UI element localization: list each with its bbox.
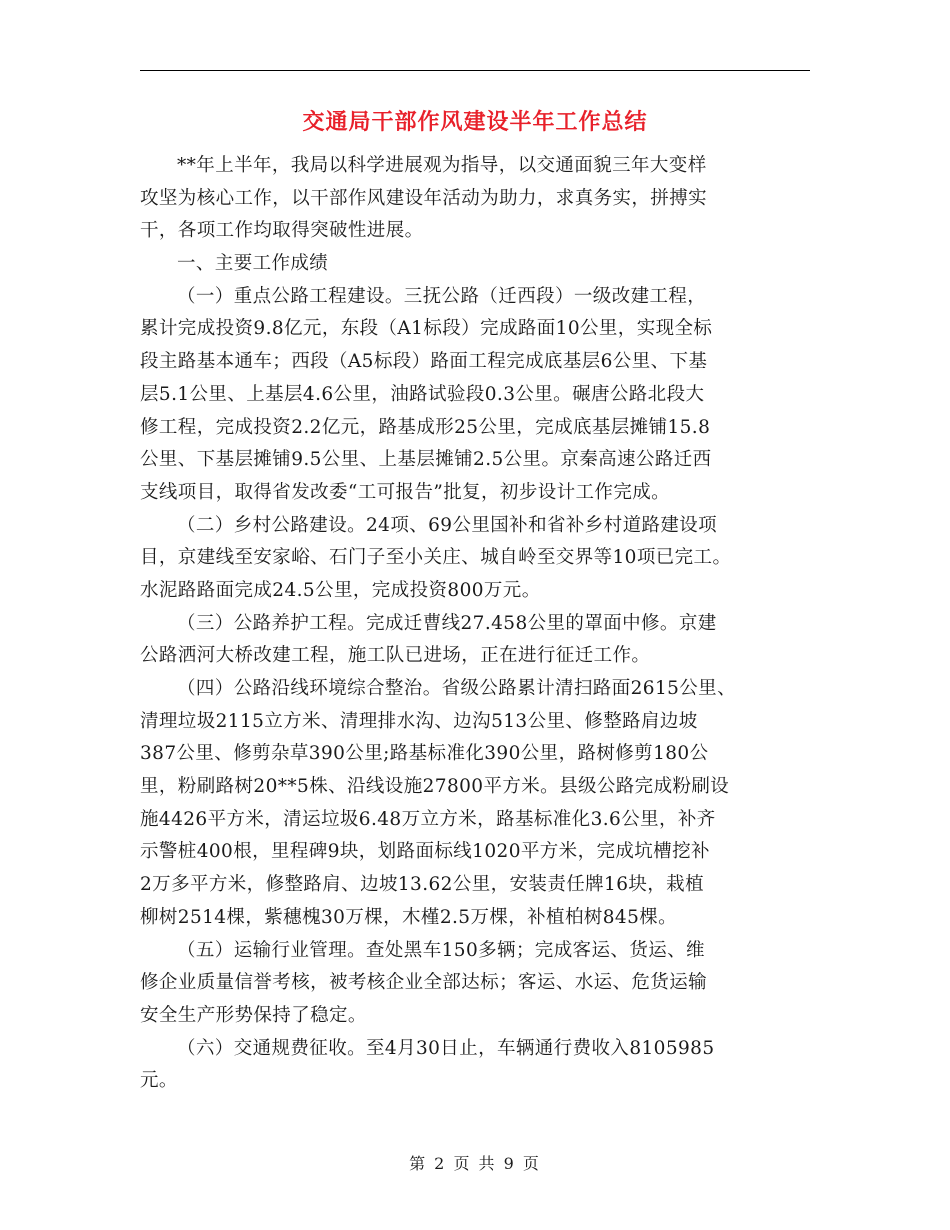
paragraph-line: 目，京建线至安家峪、石门子至小关庄、城自岭至交界等10项已完工。 [140,547,732,569]
paragraph-line: 累计完成投资9.8亿元，东段（A1标段）完成路面10公里，实现全标 [140,318,713,340]
paragraph-line: （三）公路养护工程。完成迁曹线27.458公里的罩面中修。京建 [177,612,717,634]
paragraph-line: 施4426平方米，清运垃圾6.48万立方米，路基标准化3.6公里，补齐 [140,808,716,830]
paragraph-line: 修企业质量信誉考核，被考核企业全部达标；客运、水运、危货运输 [140,972,708,994]
paragraph-line: 干，各项工作均取得突破性进展。 [140,220,424,242]
paragraph-line: （一）重点公路工程建设。三抚公路（迁西段）一级改建工程， [177,285,707,307]
paragraph-line: **年上半年，我局以科学进展观为指导，以交通面貌三年大变样 [177,155,707,176]
document-body [140,150,812,1098]
paragraph-line: （五）运输行业管理。查处黑车150多辆；完成客运、货运、维 [177,939,705,961]
paragraph-line: 公路洒河大桥改建工程，施工队已进场，正在进行征迁工作。 [140,645,651,667]
paragraph-line: 柳树2514棵，紫穗槐30万棵，木槿2.5万棵，补植柏树845棵。 [140,906,678,928]
paragraph-line: 里，粉刷路树20**5株、沿线设施27800平方米。县级公路完成粉刷设 [140,776,730,798]
paragraph-line: 387公里、修剪杂草390公里;路基标准化390公里，路树修剪180公 [140,743,709,765]
paragraph-line: 层5.1公里、上基层4.6公里，油路试验段0.3公里。碾唐公路北段大 [140,383,705,405]
document-title: 交通局干部作风建设半年工作总结 [302,110,648,135]
paragraph-line: 安全生产形势保持了稳定。 [140,1004,367,1026]
paragraph-line: （六）交通规费征收。至4月30日止，车辆通行费收入8105985 [177,1037,715,1059]
paragraph-line: 公里、下基层摊铺9.5公里、上基层摊铺2.5公里。京秦高速公路迁西 [140,449,712,471]
paragraph-line: 段主路基本通车；西段（A5标段）路面工程完成底基层6公里、下基 [140,351,708,373]
paragraph-line: 支线项目，取得省发改委“工可报告”批复，初步设计工作完成。 [140,481,671,503]
header-rule [140,70,810,71]
paragraph-line: 清理垃圾2115立方米、清理排水沟、边沟513公里、修整路肩边坡 [140,710,698,732]
paragraph-line: 攻坚为核心工作，以干部作风建设年活动为助力，求真务实，拼搏实 [140,187,708,209]
paragraph-line: 示警桩400根，里程碑9块，划路面标线1020平方米，完成坑槽挖补 [140,841,710,863]
paragraph-line: 元。 [140,1070,178,1092]
paragraph-line: （二）乡村公路建设。24项、69公里国补和省补乡村道路建设项 [177,514,718,536]
paragraph-line: 水泥路路面完成24.5公里，完成投资800万元。 [140,579,541,601]
section-heading: 一、主要工作成绩 [177,253,329,275]
paragraph-line: （四）公路沿线环境综合整治。省级公路累计清扫路面2615公里、 [177,678,736,699]
paragraph-line: 2万多平方米，修整路肩、边坡13.62公里，安装责任牌16块，栽植 [140,874,704,896]
paragraph-line: 修工程，完成投资2.2亿元，路基成形25公里，完成底基层摊铺15.8 [140,416,711,438]
page-footer: 第 2 页 共 9 页 [409,1154,541,1173]
